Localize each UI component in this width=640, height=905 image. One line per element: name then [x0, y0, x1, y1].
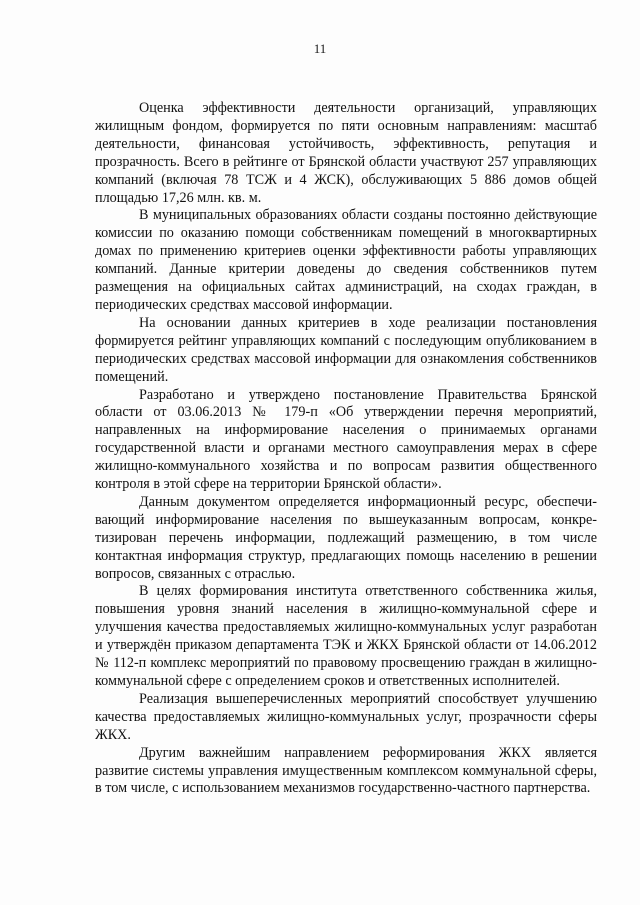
paragraph-rating-publication: На основании данных критериев в ходе реализации постановления формируется рейтинг управляющих компаний с последующим опубликованием в периодических средствах массовой информации для ознакомления собственников помещений. [95, 314, 597, 385]
paragraph-government-resolution: Разработано и утверждено постановление Правительства Брянской области от 03.06.2013 № 179-п «Об утверждении перечня мероприятий, направленных на информирование населения о принимаемых органами государственной власти и органами местного самоуправления мерах в сфере жилищно-коммунального хозяйства и по вопросам развития общественного контроля в этой сфере на территории Брянской области». [95, 386, 597, 493]
paragraph-responsible-owner: В целях формирования института ответственного собственника жилья, повышения уровня знаний населения в жилищно-коммунальной сфере и улучшения качества предоставляемых жилищно-коммунальных услуг разработан и утверждён приказом департамента ТЭК и ЖКХ Брянской области от 14.06.2012 № 112-п комплекс мероприятий по правовому просвещению граждан в жилищно-коммунальной сфере с определением сроков и ответственных исполнителей. [95, 583, 597, 689]
paragraph-municipal-commissions: В муниципальных образованиях области созданы постоянно действующие комиссии по оказанию помощи собственникам помещений в многоквартирных домах по применению критериев оценки эффективности работы управляющих компаний. Данные критерии доведены до сведения собственников путем размещения на официальных сайтах администраций, на сходах граждан, в периодических средствах массовой информации. [95, 207, 597, 313]
document-body [95, 100, 597, 798]
paragraph-reform-direction: Другим важнейшим направлением реформирования ЖКХ является развитие системы управления имущественным комплексом коммунальной сферы, в том числе, с использованием механизмов государственно-частного партнерства. [95, 744, 597, 797]
paragraph-information-resource: Данным документом определяется информационный ресурс, обеспечивающий информирование населения по вышеуказанным вопросам, конкретизирован перечень информации, подлежащий размещению, в том числе контактная информация структур, предлагающих помощь населению в решении вопросов, связанных с отраслью. [95, 493, 597, 582]
page-number: 11 [313, 41, 327, 56]
paragraph-implementation: Реализация вышеперечисленных мероприятий способствует улучшению качества предоставляемых жилищно-коммунальных услуг, прозрачности сферы ЖКХ. [95, 690, 597, 743]
paragraph-rating-criteria: Оценка эффективности деятельности организаций, управляющих жилищным фондом, формируется по пяти основным направлениям: масштаб деятельности, финансовая устойчивость, эффективность, репутация и прозрачность. Всего в рейтинге от Брянской области участвуют 257 управляющих компаний (включая 78 ТСЖ и 4 ЖСК), обслуживающих 5 886 домов общей площадью 17,26 млн. кв. м. [95, 100, 597, 206]
